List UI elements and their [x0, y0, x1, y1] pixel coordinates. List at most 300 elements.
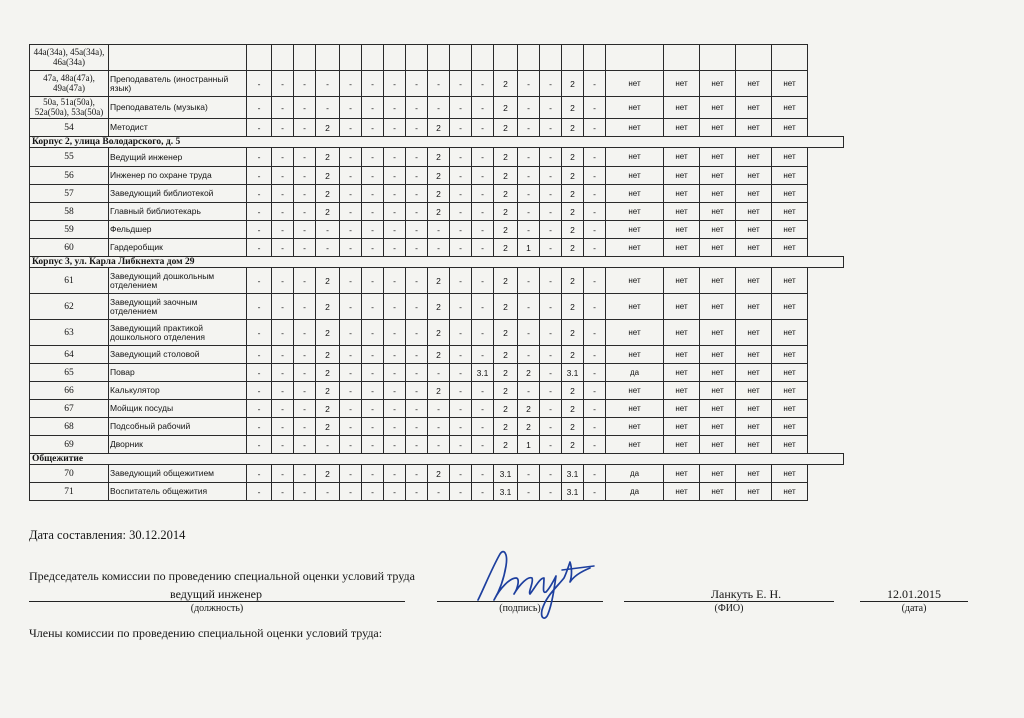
flag-cell: нет	[700, 71, 736, 97]
factor-class-cell	[562, 45, 584, 71]
factor-class-cell: 2	[562, 382, 584, 400]
factor-class-cell: 2	[562, 148, 584, 167]
factor-class-cell: 3.1	[562, 483, 584, 501]
factor-class-cell: -	[540, 294, 562, 320]
table-row	[30, 203, 844, 221]
flag-cell: нет	[700, 97, 736, 119]
factor-class-cell: -	[584, 185, 606, 203]
factor-class-cell: -	[472, 436, 494, 454]
table-row	[30, 268, 844, 294]
flag-cell: нет	[736, 382, 772, 400]
row-number: 69	[30, 436, 109, 454]
factor-class-cell: -	[340, 239, 362, 257]
factor-class-cell: -	[362, 436, 384, 454]
table-row	[30, 294, 844, 320]
factor-class-cell: -	[584, 148, 606, 167]
flag-cell: нет	[664, 239, 700, 257]
factor-class-cell: -	[472, 185, 494, 203]
row-number: 62	[30, 294, 109, 320]
flag-cell: нет	[606, 382, 664, 400]
flag-cell: нет	[664, 167, 700, 185]
factor-class-cell	[540, 45, 562, 71]
signature-date: 12.01.2015	[887, 587, 941, 601]
factor-class-cell: 2	[428, 465, 450, 483]
name-caption: (ФИО)	[714, 603, 744, 614]
flag-cell: нет	[736, 346, 772, 364]
flag-cell: нет	[664, 185, 700, 203]
flag-cell: нет	[700, 119, 736, 137]
factor-class-cell: -	[472, 71, 494, 97]
position-name: Заведующий заочным отделением	[109, 294, 247, 320]
factor-class-cell: -	[294, 418, 316, 436]
factor-class-cell: -	[362, 320, 384, 346]
factor-class-cell: -	[450, 483, 472, 501]
table-row	[30, 465, 844, 483]
factor-class-cell: -	[272, 364, 294, 382]
factor-class-cell: 3.1	[494, 483, 518, 501]
section-title: Корпус 2, улица Володарского, д. 5	[30, 137, 844, 148]
factor-class-cell: -	[384, 97, 406, 119]
factor-class-cell: 2	[316, 185, 340, 203]
factor-class-cell: -	[406, 483, 428, 501]
factor-class-cell	[362, 45, 384, 71]
factor-class-cell: -	[450, 268, 472, 294]
factor-class-cell	[340, 45, 362, 71]
row-number: 60	[30, 239, 109, 257]
factor-class-cell: -	[362, 185, 384, 203]
factor-class-cell: -	[584, 268, 606, 294]
position-name: Заведующий практикой дошкольного отделения	[109, 320, 247, 346]
factor-class-cell: 3.1	[494, 465, 518, 483]
factor-class-cell: -	[294, 294, 316, 320]
flag-cell: нет	[736, 119, 772, 137]
row-number: 70	[30, 465, 109, 483]
flag-cell: нет	[700, 382, 736, 400]
flag-cell: нет	[664, 203, 700, 221]
flag-cell: нет	[772, 239, 808, 257]
row-number: 68	[30, 418, 109, 436]
factor-class-cell: -	[340, 465, 362, 483]
factor-class-cell: -	[272, 418, 294, 436]
flag-cell: нет	[700, 483, 736, 501]
position-name: Инженер по охране труда	[109, 167, 247, 185]
factor-class-cell	[272, 45, 294, 71]
factor-class-cell: -	[362, 268, 384, 294]
factor-class-cell: 2	[494, 203, 518, 221]
factor-class-cell: -	[450, 148, 472, 167]
factor-class-cell: -	[518, 148, 540, 167]
factor-class-cell	[428, 45, 450, 71]
factor-class-cell: 2	[562, 97, 584, 119]
position-name: Заведующий библиотекой	[109, 185, 247, 203]
flag-cell: нет	[772, 148, 808, 167]
factor-class-cell: 2	[428, 203, 450, 221]
flag-cell: нет	[736, 203, 772, 221]
factor-class-cell: 2	[428, 148, 450, 167]
flag-cell: нет	[736, 221, 772, 239]
factor-class-cell: 2	[494, 185, 518, 203]
factor-class-cell	[316, 45, 340, 71]
flag-cell: нет	[700, 436, 736, 454]
flag-cell: нет	[606, 71, 664, 97]
section-title: Корпус 3, ул. Карла Либкнехта дом 29	[30, 257, 844, 268]
factor-class-cell: -	[384, 294, 406, 320]
flag-cell: нет	[606, 185, 664, 203]
flag-cell: нет	[736, 294, 772, 320]
factor-class-cell: -	[340, 400, 362, 418]
factor-class-cell: -	[450, 167, 472, 185]
factor-class-cell: -	[406, 185, 428, 203]
factor-class-cell: -	[272, 185, 294, 203]
flag-cell: нет	[606, 436, 664, 454]
factor-class-cell: -	[247, 268, 272, 294]
factor-class-cell: -	[340, 346, 362, 364]
position-name: Мойщик посуды	[109, 400, 247, 418]
flag-cell: нет	[772, 382, 808, 400]
flag-cell: нет	[664, 320, 700, 346]
factor-class-cell: -	[340, 203, 362, 221]
factor-class-cell: -	[406, 268, 428, 294]
factor-class-cell: -	[247, 97, 272, 119]
flag-cell: нет	[736, 465, 772, 483]
factor-class-cell: -	[340, 382, 362, 400]
flag-cell: нет	[700, 167, 736, 185]
factor-class-cell: -	[316, 483, 340, 501]
flag-cell: нет	[772, 400, 808, 418]
factor-class-cell: -	[406, 320, 428, 346]
factor-class-cell: -	[450, 320, 472, 346]
factor-class-cell	[406, 45, 428, 71]
factor-class-cell: -	[362, 203, 384, 221]
factor-class-cell: -	[472, 239, 494, 257]
factor-class-cell: -	[540, 185, 562, 203]
flag-cell: нет	[606, 418, 664, 436]
flag-cell: нет	[772, 268, 808, 294]
flag-cell: нет	[700, 346, 736, 364]
factor-class-cell: 2	[494, 418, 518, 436]
factor-class-cell: 2	[316, 268, 340, 294]
factor-class-cell: -	[362, 465, 384, 483]
factor-class-cell: -	[472, 97, 494, 119]
factor-class-cell: 1	[518, 436, 540, 454]
flag-cell: нет	[700, 239, 736, 257]
factor-class-cell: -	[362, 364, 384, 382]
flag-cell: нет	[664, 382, 700, 400]
section-header-row	[30, 137, 844, 148]
factor-class-cell: -	[518, 97, 540, 119]
factor-class-cell: 2	[494, 364, 518, 382]
factor-class-cell: 2	[494, 346, 518, 364]
factor-class-cell: -	[294, 346, 316, 364]
factor-class-cell: -	[450, 203, 472, 221]
factor-class-cell: -	[362, 148, 384, 167]
factor-class-cell: 2	[562, 436, 584, 454]
factor-class-cell: 2	[428, 185, 450, 203]
factor-class-cell: -	[362, 294, 384, 320]
factor-class-cell: -	[384, 346, 406, 364]
flag-cell: нет	[606, 203, 664, 221]
factor-class-cell: 2	[518, 418, 540, 436]
factor-class-cell: -	[384, 167, 406, 185]
factor-class-cell: -	[384, 203, 406, 221]
factor-class-cell: -	[340, 320, 362, 346]
factor-class-cell: -	[340, 119, 362, 137]
flag-cell: нет	[664, 294, 700, 320]
factor-class-cell: -	[584, 465, 606, 483]
flag-cell: нет	[736, 97, 772, 119]
factor-class-cell: -	[472, 382, 494, 400]
factor-class-cell: -	[518, 71, 540, 97]
factor-class-cell: 2	[562, 418, 584, 436]
factor-class-cell: -	[472, 418, 494, 436]
factor-class-cell: 2	[316, 465, 340, 483]
factor-class-cell: -	[450, 346, 472, 364]
factor-class-cell: 2	[494, 167, 518, 185]
compilation-date: Дата составления: 30.12.2014	[29, 528, 186, 542]
factor-class-cell: 2	[316, 346, 340, 364]
factor-class-cell: 2	[562, 221, 584, 239]
factor-class-cell: -	[247, 119, 272, 137]
factor-class-cell: -	[340, 221, 362, 239]
factor-class-cell: -	[472, 483, 494, 501]
factor-class-cell: 3.1	[472, 364, 494, 382]
factor-class-cell: -	[247, 346, 272, 364]
factor-class-cell: -	[362, 97, 384, 119]
factor-class-cell: -	[540, 483, 562, 501]
factor-class-cell	[518, 45, 540, 71]
commission-chair-title: Председатель комиссии по проведению специальной оценки условий труда	[29, 569, 415, 583]
factor-class-cell: -	[362, 346, 384, 364]
factor-class-cell: -	[294, 268, 316, 294]
factor-class-cell: -	[294, 320, 316, 346]
handwritten-signature	[470, 548, 600, 622]
factor-class-cell: 2	[494, 382, 518, 400]
factor-class-cell: -	[540, 167, 562, 185]
factor-class-cell: -	[384, 483, 406, 501]
flag-cell: нет	[736, 483, 772, 501]
factor-class-cell: -	[406, 382, 428, 400]
factor-class-cell: 2	[562, 320, 584, 346]
factor-class-cell: -	[518, 221, 540, 239]
flag-cell: нет	[606, 239, 664, 257]
factor-class-cell: -	[247, 203, 272, 221]
factor-class-cell: -	[340, 268, 362, 294]
factor-class-cell: 2	[562, 239, 584, 257]
flag-cell: да	[606, 483, 664, 501]
factor-class-cell: -	[384, 119, 406, 137]
flag-cell: нет	[700, 221, 736, 239]
flag-cell: нет	[606, 346, 664, 364]
factor-class-cell: -	[450, 465, 472, 483]
factor-class-cell: -	[584, 400, 606, 418]
factor-class-cell	[472, 45, 494, 71]
position-name: Подсобный рабочий	[109, 418, 247, 436]
table-row	[30, 148, 844, 167]
table-row	[30, 364, 844, 382]
factor-class-cell: -	[384, 268, 406, 294]
table-row	[30, 400, 844, 418]
factor-class-cell: -	[272, 239, 294, 257]
factor-class-cell: -	[450, 239, 472, 257]
flag-cell: нет	[664, 418, 700, 436]
position-name: Преподаватель (иностранный язык)	[109, 71, 247, 97]
factor-class-cell: 2	[494, 320, 518, 346]
factor-class-cell: 2	[428, 346, 450, 364]
row-number: 55	[30, 148, 109, 167]
flag-cell: нет	[700, 294, 736, 320]
flag-cell: нет	[700, 148, 736, 167]
factor-class-cell: -	[384, 239, 406, 257]
position-name: Калькулятор	[109, 382, 247, 400]
factor-class-cell: -	[540, 400, 562, 418]
factor-class-cell: -	[272, 97, 294, 119]
factor-class-cell: -	[518, 294, 540, 320]
factor-class-cell: -	[540, 364, 562, 382]
flag-cell: нет	[700, 320, 736, 346]
factor-class-cell: 2	[428, 294, 450, 320]
factor-class-cell: -	[272, 119, 294, 137]
factor-class-cell: 2	[494, 221, 518, 239]
factor-class-cell: -	[428, 239, 450, 257]
factor-class-cell: -	[584, 119, 606, 137]
table-row	[30, 185, 844, 203]
factor-class-cell: 2	[428, 167, 450, 185]
factor-class-cell: -	[406, 346, 428, 364]
factor-class-cell: -	[584, 221, 606, 239]
factor-class-cell: -	[450, 294, 472, 320]
factor-class-cell: -	[428, 483, 450, 501]
factor-class-cell: 2	[316, 148, 340, 167]
factor-class-cell: -	[428, 436, 450, 454]
factor-class-cell: -	[472, 221, 494, 239]
factor-class-cell: 3.1	[562, 364, 584, 382]
flag-cell: нет	[736, 71, 772, 97]
factor-class-cell: 2	[316, 382, 340, 400]
factor-class-cell: -	[272, 148, 294, 167]
factor-class-cell: -	[294, 465, 316, 483]
position-name: Преподаватель (музыка)	[109, 97, 247, 119]
factor-class-cell: -	[406, 239, 428, 257]
factor-class-cell: -	[272, 400, 294, 418]
factor-class-cell: -	[584, 71, 606, 97]
factor-class-cell: -	[584, 320, 606, 346]
flag-cell: нет	[772, 436, 808, 454]
flag-cell: нет	[772, 320, 808, 346]
factor-class-cell: 2	[518, 400, 540, 418]
factor-class-cell: 2	[494, 400, 518, 418]
factor-class-cell: -	[428, 97, 450, 119]
factor-class-cell: -	[450, 364, 472, 382]
factor-class-cell: -	[472, 268, 494, 294]
flag-cell	[606, 45, 664, 71]
flag-cell: нет	[772, 346, 808, 364]
flag-cell: нет	[664, 364, 700, 382]
factor-class-cell: -	[316, 221, 340, 239]
flag-cell: нет	[736, 239, 772, 257]
factor-class-cell: -	[294, 203, 316, 221]
factor-class-cell: -	[247, 294, 272, 320]
factor-class-cell: 2	[428, 119, 450, 137]
factor-class-cell: -	[472, 148, 494, 167]
factor-class-cell: -	[584, 364, 606, 382]
factor-class-cell: 2	[562, 119, 584, 137]
factor-class-cell: -	[450, 97, 472, 119]
factor-class-cell: -	[584, 382, 606, 400]
position-caption: (должность)	[190, 603, 244, 614]
flag-cell: нет	[664, 97, 700, 119]
factor-class-cell: -	[362, 239, 384, 257]
flag-cell: нет	[664, 400, 700, 418]
factor-class-cell: 2	[494, 436, 518, 454]
flag-cell: нет	[700, 364, 736, 382]
factor-class-cell: -	[472, 203, 494, 221]
factor-class-cell: -	[540, 203, 562, 221]
factor-class-cell: 2	[562, 346, 584, 364]
flag-cell: нет	[606, 167, 664, 185]
factor-class-cell: -	[294, 364, 316, 382]
flag-cell: нет	[772, 185, 808, 203]
flag-cell: нет	[664, 483, 700, 501]
flag-cell	[736, 45, 772, 71]
factor-class-cell: 2	[316, 400, 340, 418]
flag-cell: нет	[606, 221, 664, 239]
flag-cell: нет	[606, 400, 664, 418]
factor-class-cell: -	[247, 364, 272, 382]
flag-cell: нет	[772, 364, 808, 382]
flag-cell: нет	[700, 185, 736, 203]
factor-class-cell: -	[247, 436, 272, 454]
factor-class-cell: 2	[494, 294, 518, 320]
factor-class-cell: -	[294, 185, 316, 203]
factor-class-cell: -	[406, 364, 428, 382]
date-underline	[860, 601, 968, 602]
factor-class-cell: -	[450, 436, 472, 454]
factor-class-cell: -	[518, 185, 540, 203]
factor-class-cell	[584, 45, 606, 71]
section-header-row	[30, 454, 844, 465]
factor-class-cell: -	[294, 436, 316, 454]
table-row	[30, 45, 844, 71]
flag-cell: нет	[606, 294, 664, 320]
flag-cell: нет	[736, 148, 772, 167]
factor-class-cell: -	[406, 400, 428, 418]
factor-class-cell: 1	[518, 239, 540, 257]
row-number: 50а, 51а(50а), 52а(50а), 53а(50а)	[30, 97, 109, 119]
flag-cell: нет	[700, 400, 736, 418]
factor-class-cell: -	[247, 167, 272, 185]
factor-class-cell: -	[384, 382, 406, 400]
factor-class-cell: 2	[494, 148, 518, 167]
factor-class-cell: 2	[494, 119, 518, 137]
factor-class-cell: -	[518, 167, 540, 185]
position-name: Гардеробщик	[109, 239, 247, 257]
factor-class-cell: -	[247, 148, 272, 167]
factor-class-cell: -	[247, 221, 272, 239]
flag-cell: нет	[606, 148, 664, 167]
flag-cell: нет	[606, 320, 664, 346]
factor-class-cell: -	[584, 436, 606, 454]
factor-class-cell: -	[294, 382, 316, 400]
table-row	[30, 382, 844, 400]
factor-class-cell: 2	[316, 364, 340, 382]
table-row	[30, 483, 844, 501]
factor-class-cell: 2	[518, 364, 540, 382]
factor-class-cell: -	[272, 436, 294, 454]
chair-name: Ланкуть Е. Н.	[710, 587, 782, 601]
factor-class-cell: -	[450, 221, 472, 239]
factor-class-cell: -	[340, 294, 362, 320]
factor-class-cell: -	[247, 382, 272, 400]
